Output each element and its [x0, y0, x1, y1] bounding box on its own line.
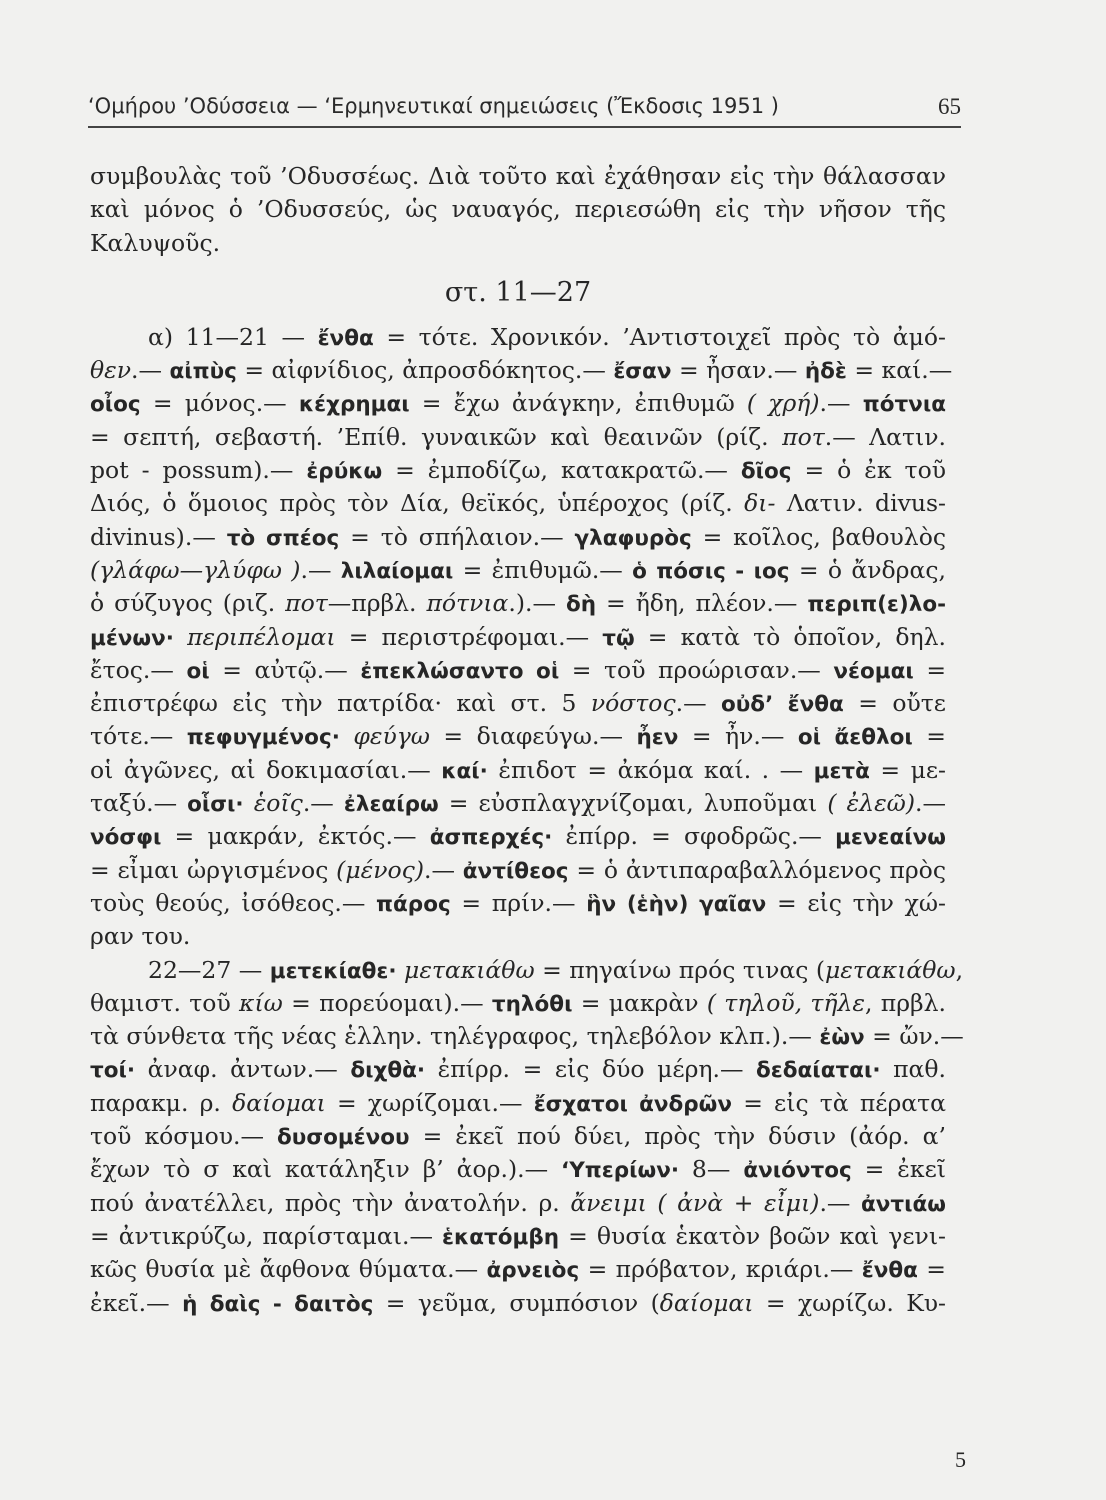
text-line: τότε.— πεφυγμένος· φεύγω = διαφεύγω.— ἦεν = ἦν.— οἱ ἄεθλοι = [90, 722, 946, 751]
text-line: pot - possum).— ἐρύκω = ἐμποδίζω, κατακρατῶ.— δῖος = ὁ ἐκ τοῦ [90, 456, 946, 485]
text-line: ἔχων τὸ σ καὶ κατάληξιν β’ ἀορ.).— ‘Υπερίων· 8— ἀνιόντος = ἐκεῖ [90, 1155, 946, 1184]
text-line: συμβουλὰς τοῦ ’Οδυσσέως. Διὰ τοῦτο καὶ ἐχάθησαν εἰς τὴν θάλασσαν [90, 162, 946, 190]
text-line: οἱ ἀγῶνες, αἱ δοκιμασίαι.— καί· ἐπιδοτ = ἀκόμα καί. . — μετὰ = με- [90, 755, 946, 784]
section-heading: στ. 11—27 [444, 276, 592, 308]
text-line: ραν του. [90, 922, 191, 951]
text-line: = ἀντικρύζω, παρίσταμαι.— ἑκατόμβη = θυσία ἑκατὸν βοῶν καὶ γενι- [90, 1221, 946, 1250]
text-line: ἐπιστρέφω εἰς τὴν πατρίδα· καὶ στ. 5 νόστος.— οὐδ’ ἔνθα = οὔτε [90, 689, 946, 718]
text-line: τοῦ κόσμου.— δυσομένου = ἐκεῖ πού δύει, πρὸς τὴν δύσιν (ἀόρ. α’ [90, 1122, 946, 1151]
text-line: (γλάφω—γλύφω ).— λιλαίομαι = ἐπιθυμῶ.— ὁ πόσις - ιος = ὁ ἄνδρας, [90, 555, 946, 584]
text-line: μένων· περιπέλομαι = περιστρέφομαι.— τῷ = κατὰ τὸ ὁποῖον, δηλ. [90, 622, 946, 651]
text-line: 22—27 — μετεκίαθε· μετακιάθω = πηγαίνω πρός τινας (μετακιάθω, [148, 955, 964, 984]
text-line: παρακμ. ρ. δαίομαι = χωρίζομαι.— ἔσχατοι ἀνδρῶν = εἰς τὰ πέρατα [90, 1088, 946, 1117]
header-rule [88, 126, 961, 128]
text-line: τὰ σύνθετα τῆς νέας ἑλλην. τηλέγραφος, τηλεβόλον κλπ.).— ἐὼν = ὤν.— [90, 1022, 964, 1051]
text-line: = εἶμαι ὠργισμένος (μένος).— ἀντίθεος = ὁ ἀντιπαραβαλλόμενος πρὸς [90, 855, 946, 884]
text-line: τοὺς θεούς, ἰσόθεος.— πάρος = πρίν.— ἣν (ἑὴν) γαῖαν = εἰς τὴν χώ- [90, 888, 946, 917]
text-line: θεν.— αἰπὺς = αἰφνίδιος, ἀπροσδόκητος.— ἔσαν = ἦσαν.— ἠδὲ = καί.— [90, 356, 953, 385]
text-line: πού ἀνατέλλει, πρὸς τὴν ἀνατολήν. ρ. ἄνειμι ( ἀνὰ + εἶμι).— ἀντιάω [90, 1188, 946, 1217]
text-line: ἔτος.— οἱ = αὐτῷ.— ἐπεκλώσαντο οἱ = τοῦ προώρισαν.— νέομαι = [90, 655, 947, 684]
page-number: 65 [938, 94, 961, 119]
text-line: = σεπτή, σεβαστή. ’Επίθ. γυναικῶν καὶ θεαινῶν (ρίζ. ποτ.— Λατιν. [90, 422, 946, 451]
text-line: Διός, ὁ ὅμοιος πρὸς τὸν Δία, θεϊκός, ὑπέροχος (ρίζ. δι- Λατιν. divus- [90, 489, 946, 518]
signature-mark: 5 [955, 1447, 966, 1472]
text-line: ταξύ.— οἷσι· ἑοῖς.— ἐλεαίρω = εὐσπλαγχνίζομαι, λυποῦμαι ( ἐλεῶ).— [90, 789, 946, 818]
text-line: κῶς θυσία μὲ ἄφθονα θύματα.— ἀρνειὸς = πρόβατον, κριάρι.— ἔνθα = [90, 1255, 946, 1284]
text-line: α) 11—21 — ἔνθα = τότε. Χρονικόν. ’Αντιστοιχεῖ πρὸς τὸ ἀμό- [148, 322, 946, 351]
text-line: τοί· ἀναφ. ἀντων.— διχθὰ· ἐπίρρ. = εἰς δύο μέρη.— δεδαίαται· παθ. [90, 1055, 947, 1084]
text-line: Καλυψοῦς. [90, 228, 221, 257]
header-title: ‘Ομήρου ’Οδύσσεια — ‘Ερμηνευτικαί σημειώσεις (Ἔκδοσις 1951 ) [88, 94, 779, 118]
running-header [88, 94, 961, 124]
text-line: ὁ σύζυγος (ριζ. ποτ—πρβλ. πότνια.).— δὴ = ἤδη, πλέον.— περιπ(ε)λο- [90, 589, 947, 618]
commentary-text [90, 160, 964, 1320]
text-line: καὶ μόνος ὁ ’Οδυσσεύς, ὡς ναυαγός, περιεσώθη εἰς τὴν νῆσον τῆς [90, 195, 946, 224]
text-line: οἶος = μόνος.— κέχρημαι = ἔχω ἀνάγκην, ἐπιθυμῶ ( χρή).— πότνια [90, 389, 946, 418]
text-line: θαμιστ. τοῦ κίω = πορεύομαι).— τηλόθι = μακρὰν ( τηλοῦ, τῆλε, πρβλ. [90, 988, 946, 1017]
text-line: divinus).— τὸ σπέος = τὸ σπήλαιον.— γλαφυρὸς = κοῖλος, βαθουλὸς [90, 522, 947, 551]
text-line: ἐκεῖ.— ἡ δαὶς - δαιτὸς = γεῦμα, συμπόσιον (δαίομαι = χωρίζω. Κυ- [90, 1288, 946, 1317]
text-line: νόσφι = μακράν, ἐκτός.— ἀσπερχές· ἐπίρρ. = σφοδρῶς.— μενεαίνω [90, 822, 946, 851]
